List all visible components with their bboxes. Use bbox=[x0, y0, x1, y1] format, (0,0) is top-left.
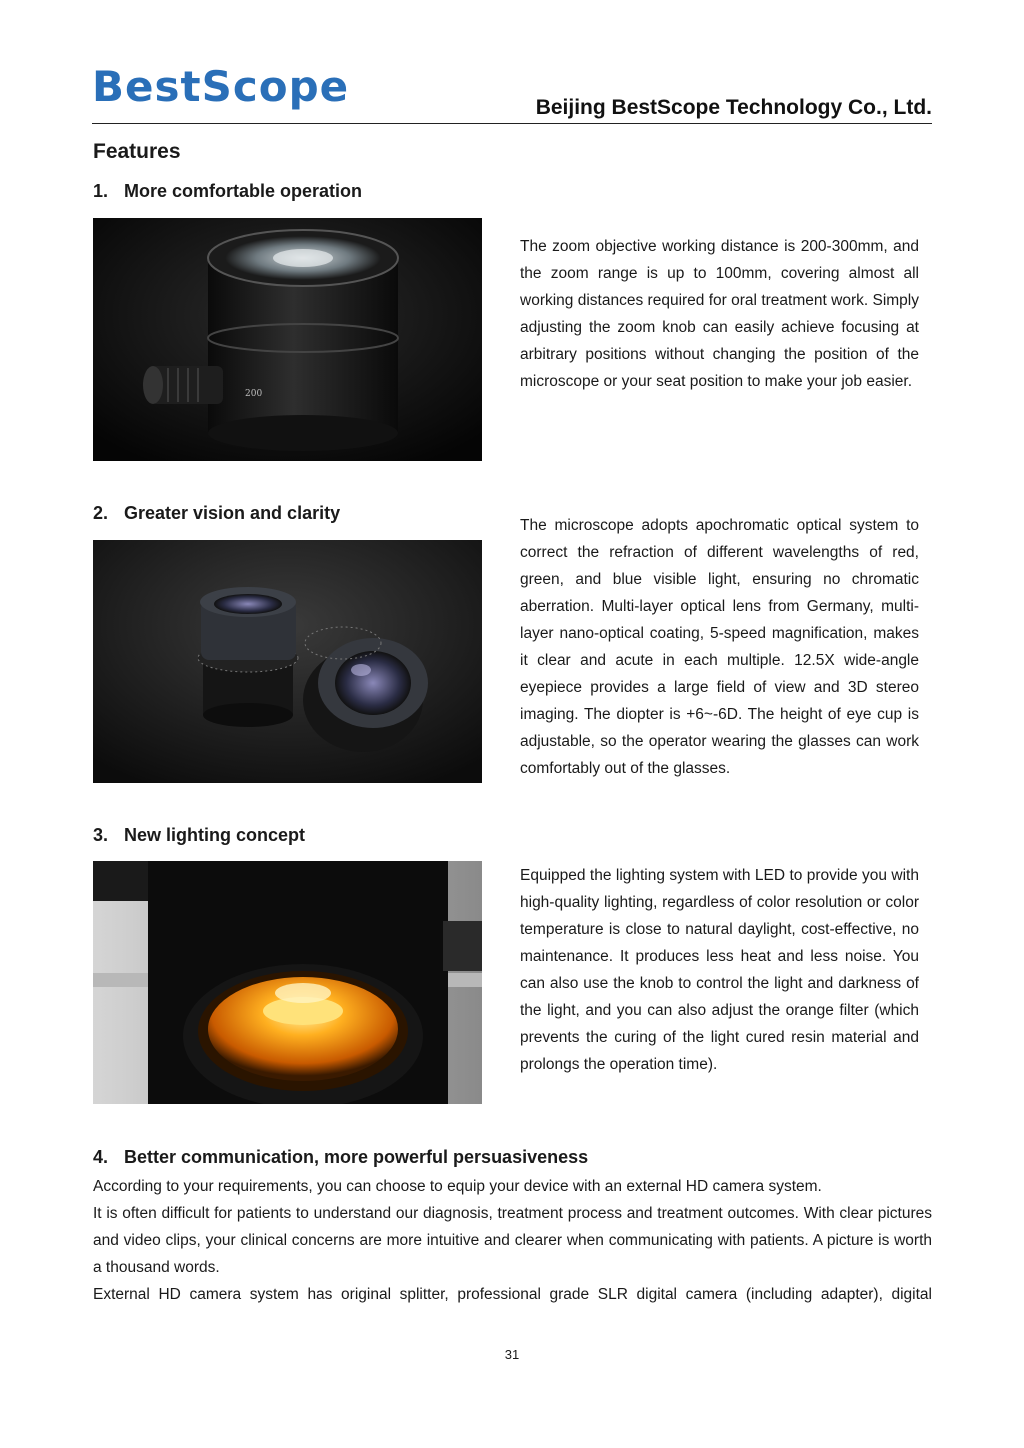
header-divider bbox=[92, 123, 932, 124]
section-4-paragraph-3: External HD camera system has original splitter, professional grade SLR digital camera (including adapter), digital bbox=[93, 1286, 932, 1303]
section-4-paragraph-2: It is often difficult for patients to understand our diagnosis, treatment process and treatment outcomes. With clear pictures and video clips, your clinical concerns are more intuitive and clearer when communicating with patients. A picture is worth a thousand words. bbox=[93, 1205, 932, 1276]
section-2-heading bbox=[93, 503, 340, 524]
section-1-text: The zoom objective working distance is 200-300mm, and the zoom range is up to 100mm, covering almost all working distances required for oral treatment work. Simply adjusting the zoom knob can easily achieve focusing at arbitrary positions without changing the position of the microscope or your seat position to make your job easier. bbox=[520, 238, 919, 390]
section-title: Better communication, more powerful persuasiveness bbox=[124, 1147, 589, 1167]
zoom-scale-label: 200 bbox=[245, 389, 263, 399]
company-name: Beijing BestScope Technology Co., Ltd. bbox=[535, 96, 932, 119]
section-3-heading bbox=[93, 825, 305, 846]
section-number: 4. bbox=[93, 1147, 109, 1167]
section-title: Greater vision and clarity bbox=[124, 503, 341, 523]
section-title: More comfortable operation bbox=[124, 181, 363, 201]
section-number: 2. bbox=[93, 503, 109, 523]
bestscope-logo: BestScope bbox=[92, 62, 350, 111]
page-title: Features bbox=[93, 140, 181, 163]
section-3-text: Equipped the lighting system with LED to provide you with high-quality lighting, regardless of color resolution or color temperature is close to natural daylight, cost-effective, no maintenance. It produces less heat and less noise. You can also use the knob to control the light and darkness of the light, and you can also adjust the orange filter (which prevents the curing of the light cured resin material and prolongs the operation time). bbox=[520, 867, 919, 1073]
section-4-heading bbox=[93, 1147, 588, 1168]
section-number: 1. bbox=[93, 181, 109, 201]
section-4-paragraph-1: According to your requirements, you can choose to equip your device with an external HD camera system. bbox=[93, 1178, 822, 1195]
section-number: 3. bbox=[93, 825, 109, 845]
section-2-text: The microscope adopts apochromatic optical system to correct the refraction of different wavelengths of red, green, and blue visible light, ensuring no chromatic aberration. Multi-layer optical lens from Germany, multi-layer nano-optical coating, 5-speed magnification, makes it clear and acute in each multiple. 12.5X wide-angle eyepiece provides a large field of view and 3D stereo imaging. The diopter is +6~-6D. The height of eye cup is adjustable, so the operator wearing the glasses can work comfortably out of the glasses. bbox=[520, 517, 919, 777]
zoom-objective-photo bbox=[93, 218, 482, 461]
section-title: New lighting concept bbox=[124, 825, 306, 845]
led-lighting-photo bbox=[93, 861, 482, 1104]
eyepieces-photo bbox=[93, 540, 482, 783]
section-1-heading bbox=[93, 181, 362, 202]
page-number: 31 bbox=[504, 1347, 520, 1362]
